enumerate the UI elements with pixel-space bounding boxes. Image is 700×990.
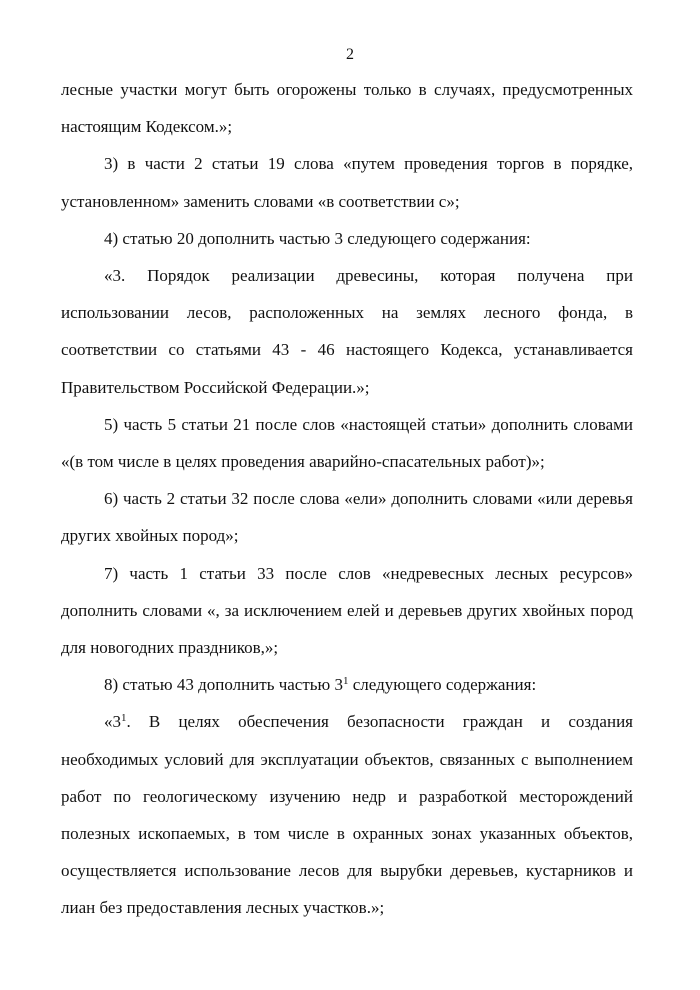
- paragraph-item-5: 5) часть 5 статьи 21 после слов «настоящей статьи» дополнить словами «(в том числе в целях проведения аварийно-спасательных работ)»;: [61, 414, 633, 472]
- paragraph-quote-end: . В целях обеспечения безопасности граждан и создания необходимых условий для эксплуатации объектов, связанных с выполнением работ по геологическому изучению недр и разработкой месторождений полезных ископаемых, в том числе в охранных зонах указанных объектов, осуществляется использование лесов для вырубки деревьев, кустарников и лиан без предоставления лесных участков.»;: [61, 712, 633, 918]
- paragraph-item-6: 6) часть 2 статьи 32 после слова «ели» дополнить словами «или деревья других хвойных пород»;: [61, 489, 633, 546]
- paragraph-continuation: лесные участки могут быть огорожены только в случаях, предусмотренных настоящим Кодексом.»;: [61, 80, 633, 137]
- paragraph-item-8: [61, 666, 633, 703]
- paragraph-item-4: 4) статью 20 дополнить частью 3 следующего содержания:: [104, 228, 531, 248]
- paragraph-item-8-start: 8) статью 43 дополнить частью 3: [104, 675, 343, 695]
- paragraph-item-8-end: следующего содержания:: [348, 675, 537, 695]
- superscript: 1: [343, 675, 349, 688]
- page-number: 2: [346, 46, 354, 63]
- paragraph-item-3: 3) в части 2 статьи 19 слова «путем проведения торгов в порядке, установленном» заменить словами «в соответствии с»;: [61, 154, 633, 211]
- paragraph-item-7: 7) часть 1 статьи 33 после слов «недревесных лесных ресурсов» дополнить словами «, за исключением елей и деревьев других хвойных пород для новогодних праздников,»;: [61, 563, 633, 658]
- paragraph-quote-start: «3: [104, 712, 121, 732]
- paragraph-quote-part-3-1: [61, 703, 633, 926]
- superscript: 1: [121, 712, 127, 725]
- paragraph-quote-part-3: «3. Порядок реализации древесины, которая получена при использовании лесов, расположенных на землях лесного фонда, в соответствии со статьями 43 - 46 настоящего Кодекса, устанавливается Правительством Российской Федерации.»;: [61, 266, 633, 397]
- document-body: [61, 71, 633, 927]
